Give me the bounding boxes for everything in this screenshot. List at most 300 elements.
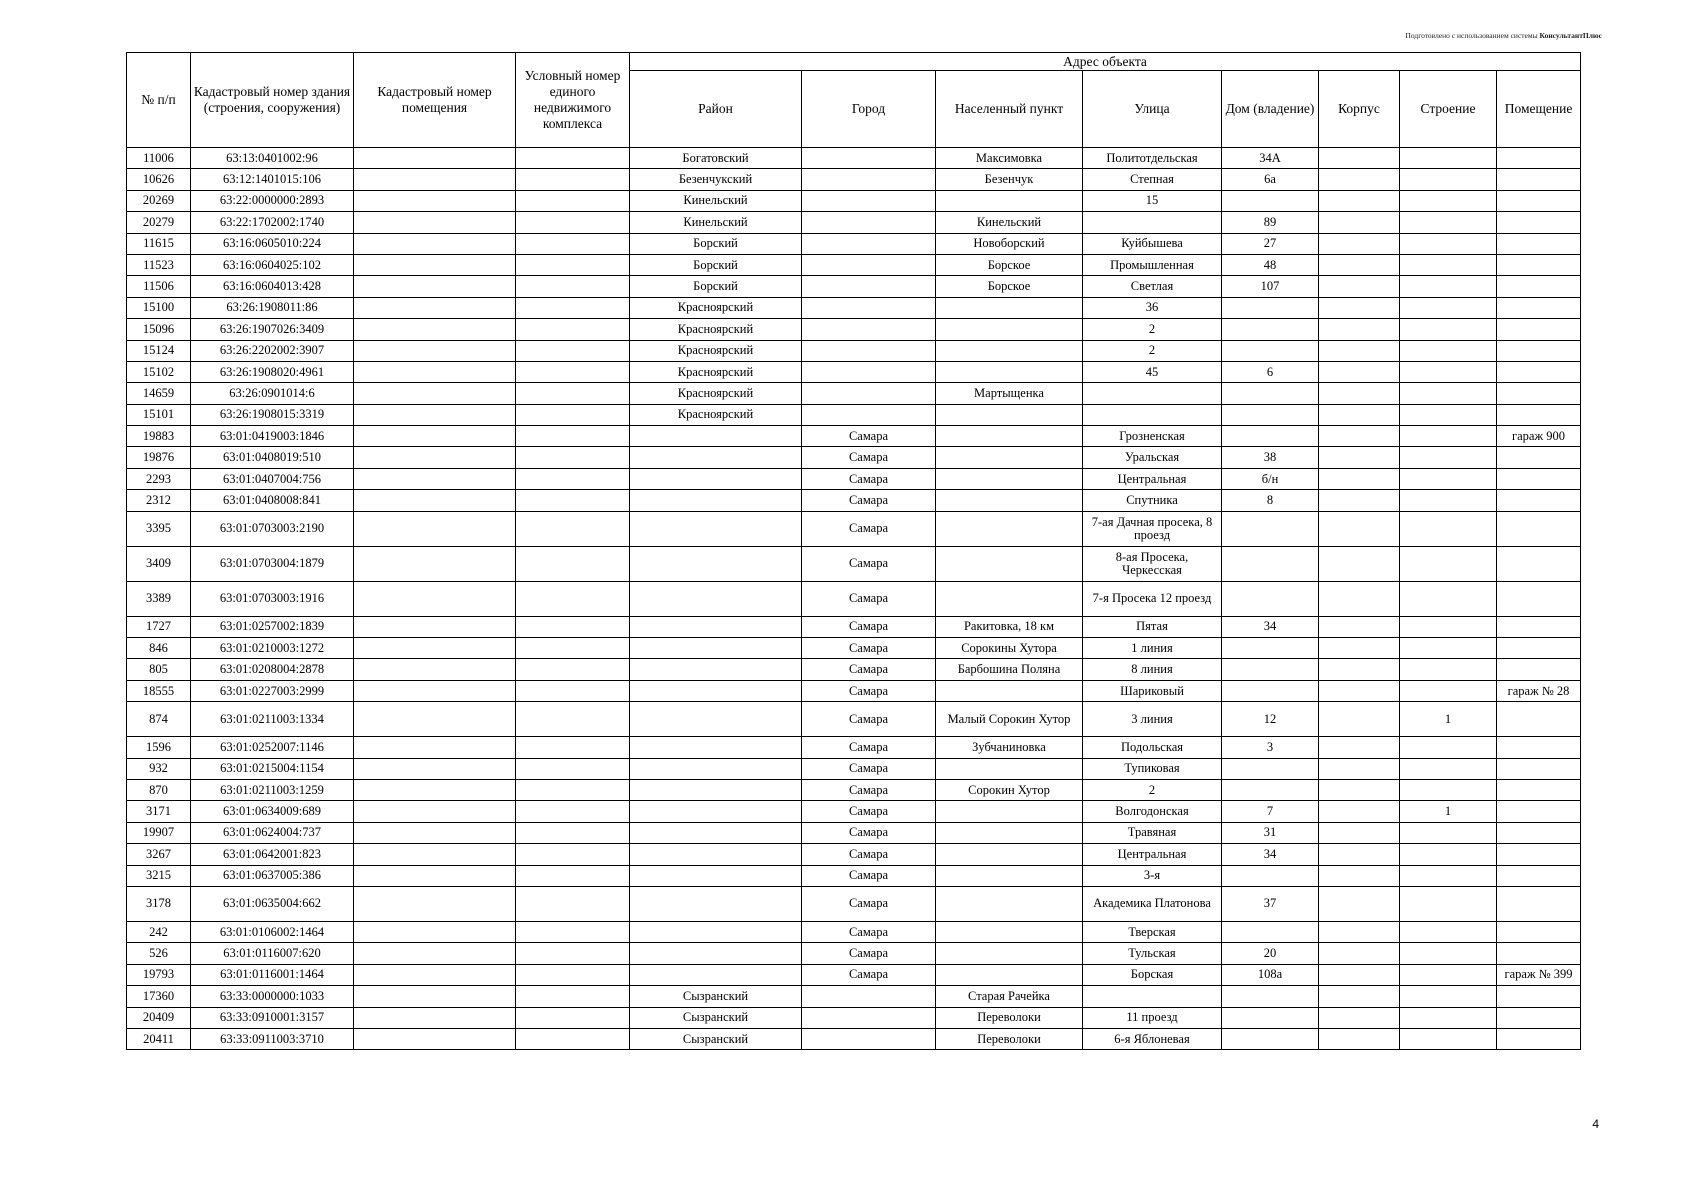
cell-premise-cadastral xyxy=(354,844,516,865)
cell-premise-cadastral xyxy=(354,986,516,1007)
cell-house: 8 xyxy=(1222,490,1319,511)
cell-korpus xyxy=(1319,986,1400,1007)
cell-premise-cadastral xyxy=(354,276,516,297)
cell-korpus xyxy=(1319,779,1400,800)
cell-conditional-number xyxy=(516,340,630,361)
header-premise: Помещение xyxy=(1497,71,1581,148)
cell-street xyxy=(1083,212,1222,233)
cell-conditional-number xyxy=(516,297,630,318)
cell-conditional-number xyxy=(516,319,630,340)
table-row xyxy=(127,426,1581,447)
cell-settlement xyxy=(936,943,1083,964)
table-row xyxy=(127,921,1581,942)
cell-street: 45 xyxy=(1083,361,1222,382)
cell-building xyxy=(1400,340,1497,361)
cell-settlement xyxy=(936,447,1083,468)
table-row xyxy=(127,616,1581,637)
cell-city xyxy=(802,169,936,190)
cell-premise xyxy=(1497,297,1581,318)
cell-city: Самара xyxy=(802,886,936,921)
cell-premise xyxy=(1497,212,1581,233)
cell-building-cadastral: 63:26:1908011:86 xyxy=(191,297,354,318)
cell-premise-cadastral xyxy=(354,964,516,985)
cell-street: Центральная xyxy=(1083,844,1222,865)
cell-premise xyxy=(1497,511,1581,546)
cell-house: 37 xyxy=(1222,886,1319,921)
cell-street: Светлая xyxy=(1083,276,1222,297)
cell-city: Самара xyxy=(802,468,936,489)
cell-city: Самара xyxy=(802,511,936,546)
cell-district: Красноярский xyxy=(630,361,802,382)
cell-conditional-number xyxy=(516,490,630,511)
cell-building-cadastral: 63:01:0703003:2190 xyxy=(191,511,354,546)
table-row xyxy=(127,822,1581,843)
cell-district xyxy=(630,779,802,800)
cell-building xyxy=(1400,276,1497,297)
cell-num: 14659 xyxy=(127,383,191,404)
cell-building-cadastral: 63:26:1907026:3409 xyxy=(191,319,354,340)
cell-korpus xyxy=(1319,169,1400,190)
cell-building-cadastral: 63:01:0634009:689 xyxy=(191,801,354,822)
cell-district: Красноярский xyxy=(630,404,802,425)
cell-premise xyxy=(1497,702,1581,737)
cell-street: 11 проезд xyxy=(1083,1007,1222,1028)
cell-district xyxy=(630,490,802,511)
cell-district xyxy=(630,638,802,659)
cell-korpus xyxy=(1319,702,1400,737)
cell-num: 20409 xyxy=(127,1007,191,1028)
cell-street: 2 xyxy=(1083,319,1222,340)
cell-building xyxy=(1400,844,1497,865)
cell-settlement: Максимовка xyxy=(936,148,1083,169)
cell-conditional-number xyxy=(516,758,630,779)
cell-building-cadastral: 63:01:0407004:756 xyxy=(191,468,354,489)
cell-korpus xyxy=(1319,490,1400,511)
cell-district xyxy=(630,865,802,886)
cell-premise-cadastral xyxy=(354,511,516,546)
cell-settlement xyxy=(936,921,1083,942)
cell-premise-cadastral xyxy=(354,581,516,616)
cell-premise xyxy=(1497,865,1581,886)
page-number: 4 xyxy=(1592,1117,1599,1131)
cell-building xyxy=(1400,426,1497,447)
cell-city xyxy=(802,212,936,233)
cell-conditional-number xyxy=(516,276,630,297)
cell-settlement: Ракитовка, 18 км xyxy=(936,616,1083,637)
cell-street: Уральская xyxy=(1083,447,1222,468)
cell-city: Самара xyxy=(802,801,936,822)
cell-building xyxy=(1400,233,1497,254)
cell-street: 7-я Просека 12 проезд xyxy=(1083,581,1222,616)
cell-city xyxy=(802,190,936,211)
cell-building-cadastral: 63:22:1702002:1740 xyxy=(191,212,354,233)
cell-city: Самара xyxy=(802,779,936,800)
cell-settlement: Переволоки xyxy=(936,1007,1083,1028)
cell-house xyxy=(1222,779,1319,800)
cell-num: 20279 xyxy=(127,212,191,233)
cell-house xyxy=(1222,383,1319,404)
cell-building-cadastral: 63:33:0000000:1033 xyxy=(191,986,354,1007)
cell-num: 805 xyxy=(127,659,191,680)
cell-building-cadastral: 63:33:0910001:3157 xyxy=(191,1007,354,1028)
cell-district: Сызранский xyxy=(630,1007,802,1028)
header-building-cadastral: Кадастровый номер здания (строения, сооружения) xyxy=(191,53,354,148)
cell-building xyxy=(1400,638,1497,659)
cell-conditional-number xyxy=(516,844,630,865)
cell-korpus xyxy=(1319,383,1400,404)
cell-num: 870 xyxy=(127,779,191,800)
cell-city xyxy=(802,276,936,297)
table-row xyxy=(127,865,1581,886)
cell-district: Сызранский xyxy=(630,986,802,1007)
cell-num: 932 xyxy=(127,758,191,779)
cell-conditional-number xyxy=(516,404,630,425)
cell-premise xyxy=(1497,822,1581,843)
cell-conditional-number xyxy=(516,616,630,637)
cell-premise-cadastral xyxy=(354,468,516,489)
cell-korpus xyxy=(1319,1007,1400,1028)
cell-building xyxy=(1400,490,1497,511)
cell-street: 3 линия xyxy=(1083,702,1222,737)
cell-building-cadastral: 63:13:0401002:96 xyxy=(191,148,354,169)
cell-district: Безенчукский xyxy=(630,169,802,190)
header-note-prefix: Подготовлено с использованием системы xyxy=(1405,31,1538,40)
cell-premise-cadastral xyxy=(354,680,516,701)
cell-district xyxy=(630,822,802,843)
cell-building xyxy=(1400,822,1497,843)
header-num: № п/п xyxy=(127,53,191,148)
cell-premise-cadastral xyxy=(354,340,516,361)
cell-building xyxy=(1400,986,1497,1007)
cell-building: 1 xyxy=(1400,801,1497,822)
cell-settlement: Зубчаниновка xyxy=(936,737,1083,758)
cell-city: Самара xyxy=(802,822,936,843)
cell-building-cadastral: 63:01:0116001:1464 xyxy=(191,964,354,985)
table-row xyxy=(127,233,1581,254)
cell-settlement: Переволоки xyxy=(936,1028,1083,1049)
table-body xyxy=(127,148,1581,1050)
cell-conditional-number xyxy=(516,254,630,275)
cell-building xyxy=(1400,511,1497,546)
cell-num: 2293 xyxy=(127,468,191,489)
table-row xyxy=(127,886,1581,921)
cell-korpus xyxy=(1319,638,1400,659)
cell-settlement xyxy=(936,511,1083,546)
cell-conditional-number xyxy=(516,680,630,701)
cell-premise xyxy=(1497,233,1581,254)
cell-conditional-number xyxy=(516,702,630,737)
cell-premise: гараж № 399 xyxy=(1497,964,1581,985)
cell-korpus xyxy=(1319,1028,1400,1049)
table-row xyxy=(127,844,1581,865)
cell-building xyxy=(1400,254,1497,275)
cell-korpus xyxy=(1319,616,1400,637)
cell-premise xyxy=(1497,779,1581,800)
cell-num: 19793 xyxy=(127,964,191,985)
cell-house: 31 xyxy=(1222,822,1319,843)
cell-street: Степная xyxy=(1083,169,1222,190)
cell-city xyxy=(802,297,936,318)
cell-korpus xyxy=(1319,276,1400,297)
cell-settlement xyxy=(936,680,1083,701)
cell-settlement: Малый Сорокин Хутор xyxy=(936,702,1083,737)
cell-num: 20269 xyxy=(127,190,191,211)
cell-num: 3267 xyxy=(127,844,191,865)
cell-conditional-number xyxy=(516,361,630,382)
cell-korpus xyxy=(1319,943,1400,964)
cell-building-cadastral: 63:12:1401015:106 xyxy=(191,169,354,190)
cell-street: Борская xyxy=(1083,964,1222,985)
cell-city xyxy=(802,233,936,254)
cell-premise-cadastral xyxy=(354,779,516,800)
cell-conditional-number xyxy=(516,779,630,800)
cell-premise xyxy=(1497,319,1581,340)
cell-house: 20 xyxy=(1222,943,1319,964)
cell-num: 15101 xyxy=(127,404,191,425)
cell-num: 15100 xyxy=(127,297,191,318)
cell-district: Борский xyxy=(630,233,802,254)
cell-district: Красноярский xyxy=(630,340,802,361)
cell-korpus xyxy=(1319,426,1400,447)
cell-street: Политотдельская xyxy=(1083,148,1222,169)
table-row xyxy=(127,581,1581,616)
cell-settlement xyxy=(936,340,1083,361)
cell-street: 2 xyxy=(1083,340,1222,361)
cell-settlement xyxy=(936,468,1083,489)
cell-conditional-number xyxy=(516,1007,630,1028)
cell-conditional-number xyxy=(516,964,630,985)
cell-num: 10626 xyxy=(127,169,191,190)
cell-num: 11615 xyxy=(127,233,191,254)
cell-street: Травяная xyxy=(1083,822,1222,843)
cell-num: 874 xyxy=(127,702,191,737)
cell-building-cadastral: 63:01:0106002:1464 xyxy=(191,921,354,942)
cell-building xyxy=(1400,779,1497,800)
cell-city xyxy=(802,340,936,361)
cell-building-cadastral: 63:01:0408019:510 xyxy=(191,447,354,468)
cell-street: Промышленная xyxy=(1083,254,1222,275)
cell-house: 27 xyxy=(1222,233,1319,254)
cell-city: Самара xyxy=(802,490,936,511)
cell-premise xyxy=(1497,844,1581,865)
cell-building xyxy=(1400,737,1497,758)
cell-settlement: Кинельский xyxy=(936,212,1083,233)
cell-district xyxy=(630,964,802,985)
cell-num: 3171 xyxy=(127,801,191,822)
cell-building-cadastral: 63:01:0227003:2999 xyxy=(191,680,354,701)
cell-korpus xyxy=(1319,340,1400,361)
cell-building-cadastral: 63:16:0605010:224 xyxy=(191,233,354,254)
cell-conditional-number xyxy=(516,943,630,964)
table-row xyxy=(127,680,1581,701)
table-row xyxy=(127,468,1581,489)
cell-conditional-number xyxy=(516,659,630,680)
cell-building xyxy=(1400,468,1497,489)
table-row xyxy=(127,1007,1581,1028)
cell-building xyxy=(1400,319,1497,340)
cell-premise-cadastral xyxy=(354,361,516,382)
cell-korpus xyxy=(1319,546,1400,581)
cell-building-cadastral: 63:01:0637005:386 xyxy=(191,865,354,886)
cell-settlement xyxy=(936,490,1083,511)
cell-korpus xyxy=(1319,680,1400,701)
cell-premise xyxy=(1497,169,1581,190)
cell-num: 526 xyxy=(127,943,191,964)
cell-house: 38 xyxy=(1222,447,1319,468)
cell-city: Самара xyxy=(802,758,936,779)
cell-street: Тверская xyxy=(1083,921,1222,942)
cell-premise-cadastral xyxy=(354,616,516,637)
cell-district: Сызранский xyxy=(630,1028,802,1049)
cell-korpus xyxy=(1319,921,1400,942)
cell-city xyxy=(802,1028,936,1049)
table-row xyxy=(127,702,1581,737)
cell-num: 2312 xyxy=(127,490,191,511)
cell-house xyxy=(1222,546,1319,581)
cell-city xyxy=(802,319,936,340)
cell-settlement xyxy=(936,801,1083,822)
cell-building-cadastral: 63:26:2202002:3907 xyxy=(191,340,354,361)
cell-street: 8 линия xyxy=(1083,659,1222,680)
cell-street: Подольская xyxy=(1083,737,1222,758)
cell-premise-cadastral xyxy=(354,212,516,233)
cell-premise-cadastral xyxy=(354,1007,516,1028)
cell-premise xyxy=(1497,986,1581,1007)
cell-num: 11523 xyxy=(127,254,191,275)
header-note xyxy=(1405,31,1602,40)
cell-building: 1 xyxy=(1400,702,1497,737)
cell-building-cadastral: 63:01:0215004:1154 xyxy=(191,758,354,779)
cell-korpus xyxy=(1319,659,1400,680)
cell-district: Красноярский xyxy=(630,297,802,318)
cell-num: 11006 xyxy=(127,148,191,169)
cell-building xyxy=(1400,865,1497,886)
cell-korpus xyxy=(1319,233,1400,254)
cell-building xyxy=(1400,616,1497,637)
cell-district xyxy=(630,886,802,921)
cell-conditional-number xyxy=(516,447,630,468)
cell-premise xyxy=(1497,921,1581,942)
cell-building-cadastral: 63:01:0211003:1334 xyxy=(191,702,354,737)
cell-korpus xyxy=(1319,319,1400,340)
cell-street: 7-ая Дачная просека, 8 проезд xyxy=(1083,511,1222,546)
cell-district xyxy=(630,616,802,637)
cell-street: Центральная xyxy=(1083,468,1222,489)
header-street: Улица xyxy=(1083,71,1222,148)
cell-district: Борский xyxy=(630,254,802,275)
cell-premise xyxy=(1497,404,1581,425)
cell-building xyxy=(1400,659,1497,680)
cell-building xyxy=(1400,212,1497,233)
cell-num: 15096 xyxy=(127,319,191,340)
cell-city: Самара xyxy=(802,702,936,737)
cell-city xyxy=(802,361,936,382)
cell-settlement xyxy=(936,844,1083,865)
cell-city: Самара xyxy=(802,581,936,616)
cell-street: 15 xyxy=(1083,190,1222,211)
cell-city: Самара xyxy=(802,659,936,680)
cell-conditional-number xyxy=(516,638,630,659)
cell-premise-cadastral xyxy=(354,801,516,822)
cell-conditional-number xyxy=(516,546,630,581)
cell-house xyxy=(1222,1028,1319,1049)
cell-num: 1596 xyxy=(127,737,191,758)
cell-street: Тульская xyxy=(1083,943,1222,964)
cell-korpus xyxy=(1319,148,1400,169)
cell-conditional-number xyxy=(516,190,630,211)
cell-city xyxy=(802,986,936,1007)
header-settlement: Населенный пункт xyxy=(936,71,1083,148)
cell-premise-cadastral xyxy=(354,758,516,779)
cell-premise-cadastral xyxy=(354,943,516,964)
cell-house xyxy=(1222,638,1319,659)
table-row xyxy=(127,659,1581,680)
cell-district xyxy=(630,546,802,581)
cell-num: 20411 xyxy=(127,1028,191,1049)
cell-premise xyxy=(1497,1007,1581,1028)
cell-conditional-number xyxy=(516,921,630,942)
cell-building-cadastral: 63:01:0211003:1259 xyxy=(191,779,354,800)
cell-house: 6а xyxy=(1222,169,1319,190)
cell-street xyxy=(1083,404,1222,425)
cell-premise-cadastral xyxy=(354,546,516,581)
cell-city: Самара xyxy=(802,964,936,985)
cell-settlement xyxy=(936,886,1083,921)
cell-district xyxy=(630,680,802,701)
cell-settlement xyxy=(936,319,1083,340)
cell-conditional-number xyxy=(516,468,630,489)
cell-building-cadastral: 63:01:0208004:2878 xyxy=(191,659,354,680)
cell-district: Кинельский xyxy=(630,190,802,211)
header-premise-cadastral: Кадастровый номер помещения xyxy=(354,53,516,148)
cell-street: Грозненская xyxy=(1083,426,1222,447)
cell-building-cadastral: 63:01:0210003:1272 xyxy=(191,638,354,659)
cell-building xyxy=(1400,1028,1497,1049)
cell-street: Пятая xyxy=(1083,616,1222,637)
cell-settlement xyxy=(936,404,1083,425)
table-row xyxy=(127,758,1581,779)
header-note-brand: КонсультантПлюс xyxy=(1539,31,1602,40)
cell-num: 242 xyxy=(127,921,191,942)
cell-premise-cadastral xyxy=(354,1028,516,1049)
cell-num: 19876 xyxy=(127,447,191,468)
cell-korpus xyxy=(1319,865,1400,886)
cell-district xyxy=(630,581,802,616)
cell-building xyxy=(1400,964,1497,985)
cell-settlement: Сорокин Хутор xyxy=(936,779,1083,800)
cell-korpus xyxy=(1319,801,1400,822)
cell-house: 107 xyxy=(1222,276,1319,297)
cell-premise xyxy=(1497,340,1581,361)
cell-premise-cadastral xyxy=(354,426,516,447)
cell-premise xyxy=(1497,737,1581,758)
cell-street: Куйбышева xyxy=(1083,233,1222,254)
cell-settlement xyxy=(936,297,1083,318)
cell-conditional-number xyxy=(516,169,630,190)
cell-settlement: Старая Рачейка xyxy=(936,986,1083,1007)
cell-premise xyxy=(1497,801,1581,822)
cell-settlement: Борское xyxy=(936,276,1083,297)
cell-premise-cadastral xyxy=(354,490,516,511)
cell-settlement: Барбошина Поляна xyxy=(936,659,1083,680)
cell-building xyxy=(1400,447,1497,468)
cell-house xyxy=(1222,404,1319,425)
table-row xyxy=(127,964,1581,985)
cell-num: 3389 xyxy=(127,581,191,616)
cell-conditional-number xyxy=(516,1028,630,1049)
cell-building xyxy=(1400,169,1497,190)
cell-korpus xyxy=(1319,758,1400,779)
